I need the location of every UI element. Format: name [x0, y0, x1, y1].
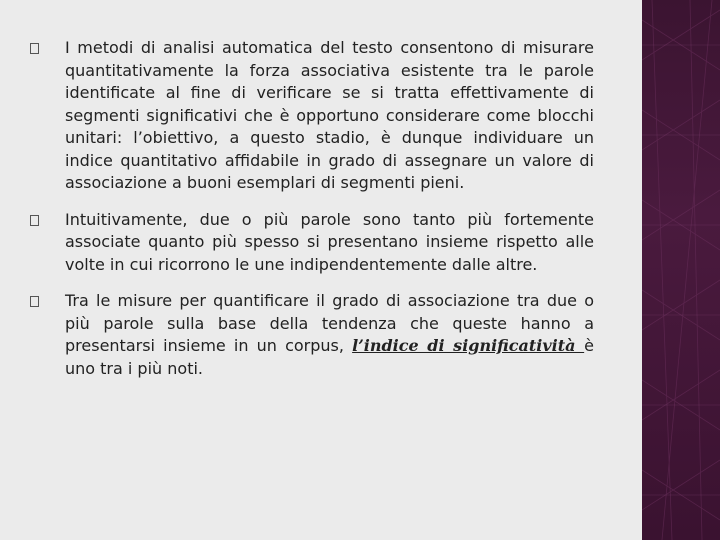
- highlighted-term: l’indice di significatività: [352, 336, 585, 355]
- bullet-text-before: Tra le misure per quantificare il grado di associazione tra due o più parole sulla base della tendenza che queste hanno a presentarsi insieme in un corpus,: [65, 291, 594, 355]
- decorative-side-band: [642, 0, 720, 540]
- bullet-list: [28, 37, 594, 394]
- bullet-box-icon: [30, 296, 39, 307]
- bullet-item-3: [28, 290, 594, 380]
- bullet-item-2: [28, 209, 594, 277]
- bullet-item-1: [28, 37, 594, 195]
- bullet-box-icon: [30, 43, 39, 54]
- bullet-text-after: è uno tra i più noti.: [65, 336, 594, 378]
- bullet-text: Intuitivamente, due o più parole sono tanto più fortemente associate quanto più spesso si presentano insieme rispetto alle volte in cui ricorrono le une indipendentemente dalle altre.: [65, 209, 594, 274]
- bullet-text: I metodi di analisi automatica del testo consentono di misurare quantitativamente la forza associativa esistente tra le parole identificate al fine di verificare se si tratta effettivamente di segmenti significativi che è opportuno considerare come blocchi unitari: l’obiettivo, a questo stadio, è dunque individuare un indice quantitativo affidabile in grado di assegnare un valore di associazione a buoni esemplari di segmenti pieni.: [65, 38, 594, 192]
- decorative-pattern: [642, 0, 720, 540]
- bullet-box-icon: [30, 215, 39, 226]
